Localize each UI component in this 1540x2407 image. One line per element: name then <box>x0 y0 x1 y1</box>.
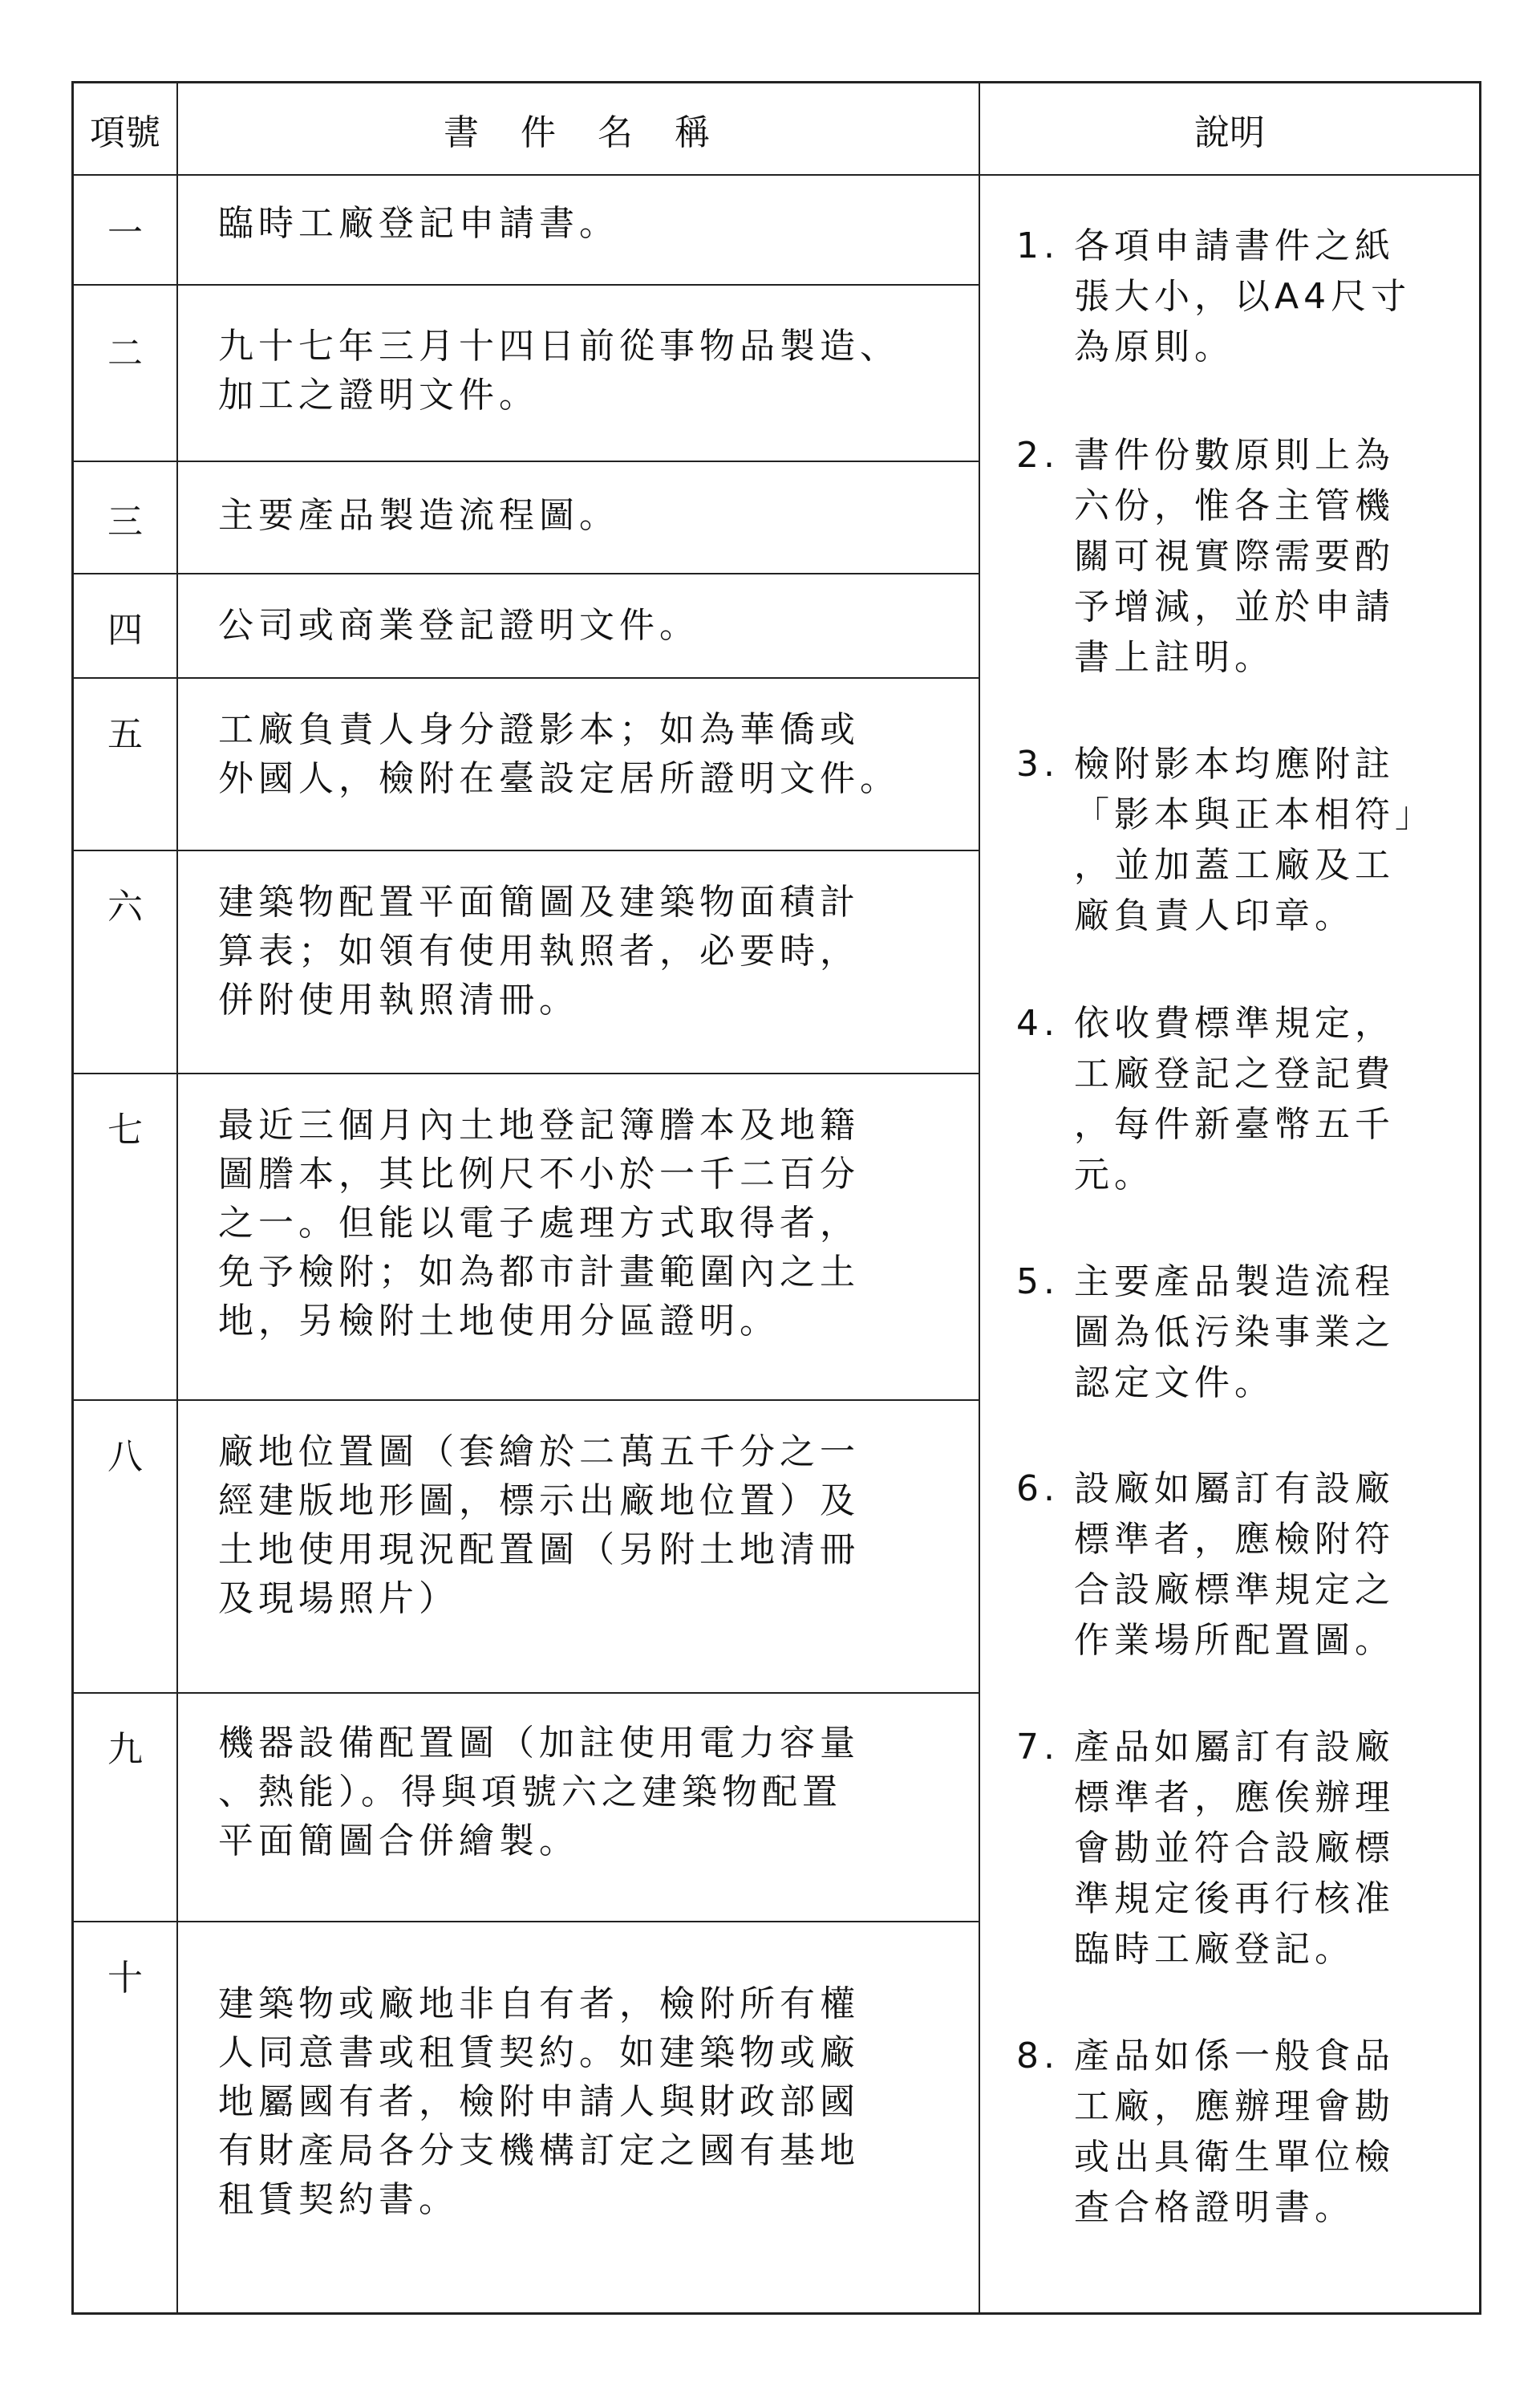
document-name: 機器設備配置圖（加註使用電力容量 、熱能）。得與項號六之建築物配置 平面簡圖合併繪製。 <box>218 1723 860 1861</box>
note-item <box>1016 221 1473 372</box>
note-number: 2. <box>1016 435 1060 476</box>
row-number: 十 <box>107 1958 143 1999</box>
row-number: 二 <box>107 333 143 374</box>
note-text: 書件份數原則上為 六份，惟各主管機 關可視實際需要酌 予增減，並於申請 書上註明。 <box>1074 435 1395 678</box>
row-number: 六 <box>107 887 143 927</box>
row-divider <box>74 573 979 574</box>
note-number: 5. <box>1016 1261 1060 1302</box>
document-name: 工廠負責人身分證影本；如為華僑或 外國人，檢附在臺設定居所證明文件。 <box>218 709 900 799</box>
row-number: 八 <box>107 1436 143 1477</box>
note-number: 1. <box>1016 225 1060 266</box>
header-divider <box>74 174 1479 176</box>
note-item <box>1016 1722 1473 1975</box>
document-name: 廠地位置圖（套繪於二萬五千分之一 經建版地形圖，標示出廠地位置）及 土地使用現況配置圖（另附土地清冊 及現場照片） <box>218 1431 860 1619</box>
header-document-name: 書 件 名 稱 <box>444 112 713 153</box>
document-name: 最近三個月內土地登記簿謄本及地籍 圖謄本，其比例尺不小於一千二百分 之一。但能以電子處理方式取得者， 免予檢附；如為都市計畫範圍內之土 地，另檢附土地使用分區證明。 <box>218 1105 860 1342</box>
note-text: 檢附影本均應附註 「影本與正本相符」 ，並加蓋工廠及工 廠負責人印章。 <box>1074 744 1435 936</box>
row-divider <box>74 1921 979 1922</box>
row-divider <box>74 461 979 462</box>
row-divider <box>74 1073 979 1074</box>
column-divider <box>979 83 980 2312</box>
document-name: 建築物配置平面簡圖及建築物面積計 算表；如領有使用執照者，必要時， 併附使用執照清冊。 <box>218 882 860 1021</box>
note-item <box>1016 998 1473 1200</box>
note-text: 依收費標準規定， 工廠登記之登記費 ，每件新臺幣五千 元。 <box>1074 1003 1395 1195</box>
note-text: 各項申請書件之紙 張大小，以A4尺寸 為原則。 <box>1074 225 1412 367</box>
row-number: 七 <box>107 1110 143 1151</box>
note-number: 6. <box>1016 1468 1060 1509</box>
row-number: 三 <box>107 501 143 542</box>
note-item <box>1016 430 1473 683</box>
row-divider <box>74 677 979 679</box>
note-item <box>1016 2031 1473 2233</box>
note-item <box>1016 739 1473 941</box>
note-number: 4. <box>1016 1003 1060 1044</box>
row-number: 一 <box>107 213 143 254</box>
header-notes: 說明 <box>1194 112 1265 153</box>
row-divider <box>74 850 979 851</box>
row-divider <box>74 1692 979 1694</box>
document-name: 臨時工廠登記申請書。 <box>218 203 619 244</box>
row-divider <box>74 284 979 286</box>
note-item <box>1016 1463 1473 1666</box>
document-name: 主要產品製造流程圖。 <box>218 495 619 536</box>
row-number: 五 <box>107 714 143 755</box>
document-name: 建築物或廠地非自有者，檢附所有權 人同意書或租賃契約。如建築物或廠 地屬國有者，檢附申請人與財政部國 有財產局各分支機構訂定之國有基地 租賃契約書。 <box>218 1983 860 2220</box>
note-text: 設廠如屬訂有設廠 標準者，應檢附符 合設廠標準規定之 作業場所配置圖。 <box>1074 1468 1395 1661</box>
column-divider <box>176 83 178 2312</box>
note-number: 8. <box>1016 2036 1060 2076</box>
document-name: 公司或商業登記證明文件。 <box>218 605 699 646</box>
row-number: 九 <box>107 1729 143 1770</box>
note-text: 產品如係一般食品 工廠，應辦理會勘 或出具衛生單位檢 查合格證明書。 <box>1074 2036 1395 2228</box>
note-number: 7. <box>1016 1727 1060 1768</box>
row-number: 四 <box>107 610 143 651</box>
requirements-table <box>71 81 1481 2315</box>
note-text: 產品如屬訂有設廠 標準者，應俟辦理 會勘並符合設廠標 準規定後再行核准 臨時工廠登記。 <box>1074 1727 1395 1970</box>
row-divider <box>74 1399 979 1401</box>
header-item-number: 項號 <box>90 112 160 153</box>
note-text: 主要產品製造流程 圖為低污染事業之 認定文件。 <box>1074 1261 1395 1403</box>
note-item <box>1016 1256 1473 1408</box>
note-number: 3. <box>1016 744 1060 785</box>
document-name: 九十七年三月十四日前從事物品製造、 加工之證明文件。 <box>218 326 900 416</box>
